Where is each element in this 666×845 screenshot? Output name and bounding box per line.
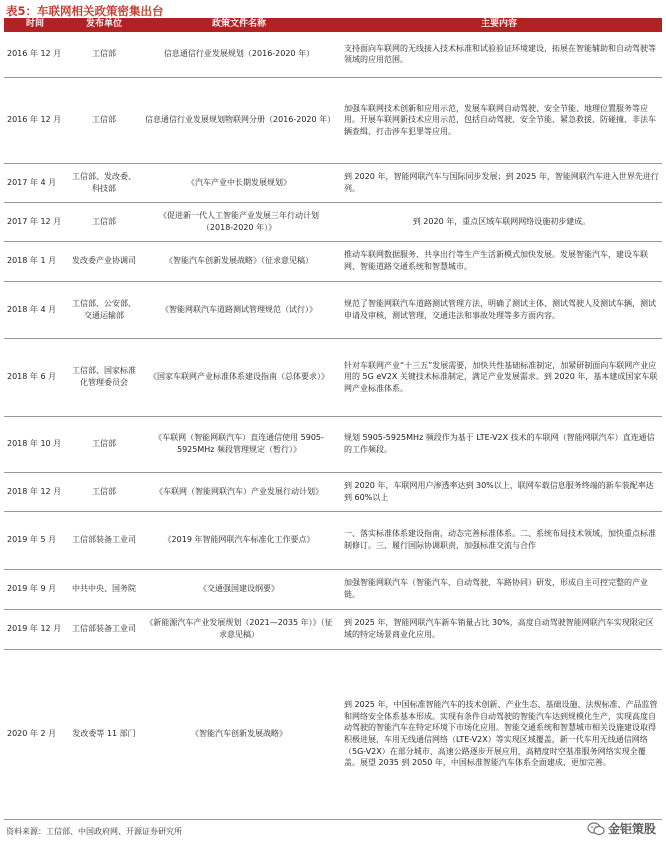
cell-time: 2019 年 12 月	[4, 609, 66, 649]
cell-unit: 工信部	[66, 32, 142, 77]
cell-main: 规范了智能网联汽车道路测试管理方法，明确了测试主体、测试驾驶人及测试车辆，测试申请及审核，测试管理，交通违法和事故处理等多方面内容。	[336, 281, 662, 338]
table-row	[4, 472, 662, 511]
header-unit: 发布单位	[66, 18, 142, 32]
table-row	[4, 202, 662, 241]
cell-doc: 《交通强国建设纲要》	[142, 569, 336, 609]
cell-time: 2016 年 12 月	[4, 77, 66, 163]
cell-doc: 《2019 年智能网联汽车标准化工作要点》	[142, 511, 336, 569]
cell-unit: 工信部	[66, 77, 142, 163]
table-row	[4, 649, 662, 819]
cell-unit: 发改委产业协调司	[66, 241, 142, 281]
cell-unit: 工信部、公安部、交通运输部	[66, 281, 142, 338]
cell-doc: 信息通信行业发展规划物联网分册（2016-2020 年）	[142, 77, 336, 163]
cell-time: 2018 年 12 月	[4, 472, 66, 511]
cell-time: 2018 年 4 月	[4, 281, 66, 338]
cell-time: 2019 年 5 月	[4, 511, 66, 569]
cell-unit: 工信部、发改委、科技部	[66, 163, 142, 202]
cell-doc: 《新能源汽车产业发展规划（2021—2035 年）》（征求意见稿）	[142, 609, 336, 649]
policy-table	[4, 18, 662, 820]
cell-main: 针对车联网产业“十三五”发展需要，加快共性基础标准制定，加紧研制面向车联网产业应用的 5G eV2X 关键技术标准制定，满足产业发展需求。到 2020 年，基本建成国家车联网产业标准体系。	[336, 338, 662, 416]
cell-time: 2019 年 9 月	[4, 569, 66, 609]
cell-unit: 中共中央、国务院	[66, 569, 142, 609]
cell-main: 到 2020 年，重点区域车联网网络设施初步建成。	[336, 202, 662, 241]
cell-time: 2018 年 10 月	[4, 416, 66, 472]
cell-time: 2016 年 12 月	[4, 32, 66, 77]
cell-time: 2020 年 2 月	[4, 649, 66, 819]
table-row	[4, 338, 662, 416]
cell-doc: 《汽车产业中长期发展规划》	[142, 163, 336, 202]
cell-unit: 工信部	[66, 472, 142, 511]
table-row	[4, 163, 662, 202]
cell-doc: 《促进新一代人工智能产业发展三年行动计划（2018-2020 年）》	[142, 202, 336, 241]
cell-unit: 工信部	[66, 202, 142, 241]
cell-time: 2017 年 12 月	[4, 202, 66, 241]
table-row	[4, 281, 662, 338]
cell-doc: 《车联网（智能网联汽车）直连通信使用 5905-5925MHz 频段管理规定（暂行）》	[142, 416, 336, 472]
table-header-row	[4, 18, 662, 32]
cell-time: 2018 年 6 月	[4, 338, 66, 416]
cell-unit: 工信部、国家标准化管理委员会	[66, 338, 142, 416]
watermark-text: 金钜策股	[607, 822, 656, 836]
cell-unit: 工信部装备工业司	[66, 609, 142, 649]
cell-main: 加强智能网联汽车（智能汽车、自动驾驶、车路协同）研发，形成自主可控完整的产业链。	[336, 569, 662, 609]
cell-main: 规划 5905-5925MHz 频段作为基于 LTE-V2X 技术的车联网（智能网联汽车）直连通信的工作频段。	[336, 416, 662, 472]
wechat-icon	[587, 822, 605, 836]
cell-unit: 工信部	[66, 416, 142, 472]
table-row	[4, 569, 662, 609]
table-row	[4, 241, 662, 281]
cell-main: 到 2025 年，智能网联汽车新车销量占比 30%，高度自动驾驶智能网联汽车实现限定区域的特定场景商业化应用。	[336, 609, 662, 649]
cell-doc: 《智能网联汽车道路测试管理规范（试行）》	[142, 281, 336, 338]
source-note: 资料来源：工信部、中国政府网、开源证券研究所	[6, 827, 182, 836]
watermark	[587, 820, 656, 837]
cell-main: 加强车联网技术创新和应用示范，发展车联网自动驾驶、安全节能、地理位置服务等应用。开展车联网新技术应用示范，包括自动驾驶、安全节能、紧急救援、防碰撞、非法车辆查缉、打击涉车犯罪等应用。	[336, 77, 662, 163]
header-main: 主要内容	[336, 18, 662, 32]
cell-doc: 《国家车联网产业标准体系建设指南（总体要求）》	[142, 338, 336, 416]
table-row	[4, 77, 662, 163]
cell-doc: 《智能汽车创新发展战略》	[142, 649, 336, 819]
cell-main: 到 2020 年，智能网联汽车与国际同步发展；到 2025 年，智能网联汽车进入世界先进行列。	[336, 163, 662, 202]
cell-main: 支持面向车联网的无线接入技术标准和试验验证环境建设，拓展在智能辅助和自动驾驶等领域的应用范围。	[336, 32, 662, 77]
table-row	[4, 511, 662, 569]
cell-doc: 《智能汽车创新发展战略》（征求意见稿）	[142, 241, 336, 281]
cell-main: 到 2020 年，车联网用户渗透率达到 30%以上，联网车载信息服务终端的新车装配率达到 60%以上	[336, 472, 662, 511]
cell-main: 推动车联网数据服务、共享出行等生产生活新模式加快发展。发展智能汽车，建设车联网、智能道路交通系统和智慧城市。	[336, 241, 662, 281]
cell-doc: 《车联网（智能网联汽车）产业发展行动计划》	[142, 472, 336, 511]
table-row	[4, 416, 662, 472]
header-doc: 政策文件名称	[142, 18, 336, 32]
table-row	[4, 609, 662, 649]
table-title: 表5：车联网相关政策密集出台	[6, 4, 164, 18]
cell-unit: 工信部装备工业司	[66, 511, 142, 569]
cell-doc: 信息通信行业发展规划（2016-2020 年）	[142, 32, 336, 77]
cell-main: 到 2025 年，中国标准智能汽车的技术创新、产业生态、基础设施、法规标准、产品监管和网络安全体系基本形成。实现有条件自动驾驶的智能汽车达到规模化生产，实现高度自动驾驶的智能汽车在特定环境下市场化应用。智能交通系统和智慧城市相关设施建设取得积极进展，车用无线通信网络（LTE-V2X）等实现区域覆盖，新一代车用无线通信网络（5G-V2X）在部分城市、高速公路逐步开展应用，高精度时空基准服务网络实现全覆盖。展望 2035 到 2050 年，中国标准智能汽车体系全面建成、更加完善。	[336, 649, 662, 819]
table-row	[4, 32, 662, 77]
cell-unit: 发改委等 11 部门	[66, 649, 142, 819]
header-time: 时间	[4, 18, 66, 32]
cell-time: 2018 年 1 月	[4, 241, 66, 281]
cell-main: 一、落实标准体系建设指南，动态完善标准体系。二、系统布局技术领域，加快重点标准制修订。三、履行国际协调职责，加强标准交流与合作	[336, 511, 662, 569]
cell-time: 2017 年 4 月	[4, 163, 66, 202]
